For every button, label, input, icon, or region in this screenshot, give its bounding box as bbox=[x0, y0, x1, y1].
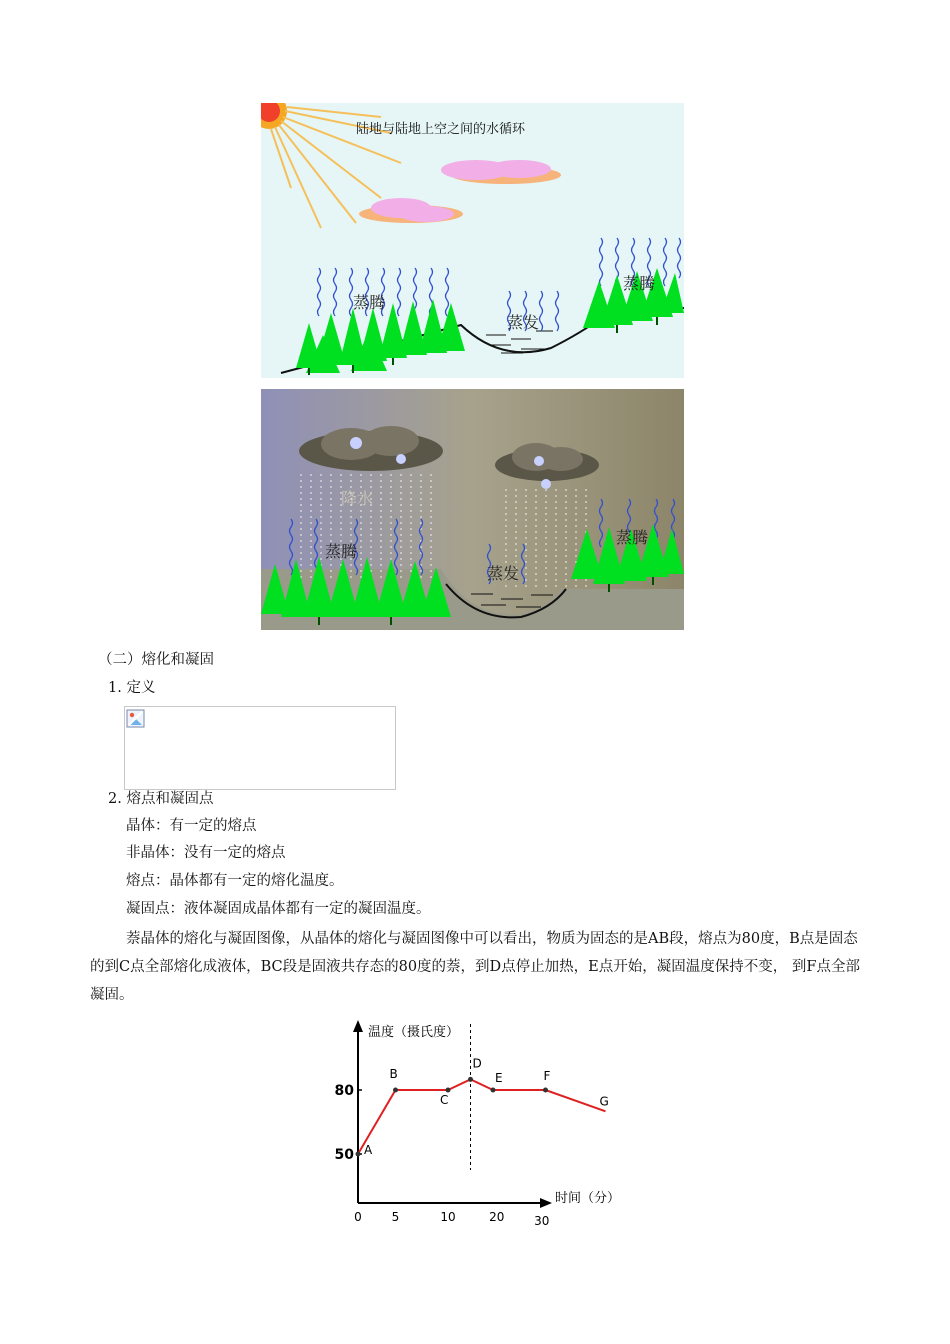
point-label: B bbox=[389, 1067, 398, 1082]
x-axis-label: 时间（分） bbox=[555, 1191, 621, 1206]
broken-image-placeholder bbox=[124, 706, 396, 790]
point-label: C bbox=[440, 1093, 449, 1108]
x-tick-label: 30 bbox=[534, 1214, 550, 1228]
line-melting-point: 熔点：晶体都有一定的熔化温度。 bbox=[126, 873, 344, 889]
point-marker bbox=[543, 1088, 548, 1093]
y-tick-label: 50 bbox=[334, 1147, 354, 1163]
point-label: F bbox=[543, 1069, 551, 1084]
point-marker bbox=[393, 1088, 398, 1093]
broken-image-icon bbox=[126, 709, 146, 729]
water-cycle-figure-2 bbox=[261, 389, 684, 630]
x-axis-arrow bbox=[540, 1198, 552, 1208]
item-definition: 1. 定义 bbox=[108, 680, 156, 696]
y-axis-arrow bbox=[353, 1020, 363, 1032]
x-tick-label: 0 bbox=[354, 1210, 362, 1224]
figure2-label-rain: 降水 bbox=[341, 489, 374, 508]
figure1-label-transpiration-right: 蒸腾 bbox=[623, 274, 656, 293]
y-tick-label: 80 bbox=[334, 1083, 354, 1100]
x-tick-label: 20 bbox=[489, 1210, 505, 1224]
figure1-label-transpiration-left: 蒸腾 bbox=[353, 293, 386, 312]
line-freezing-point: 凝固点：液体凝固成晶体都有一定的凝固温度。 bbox=[126, 901, 431, 917]
point-marker bbox=[356, 1152, 361, 1157]
y-axis-label: 温度（摄氏度） bbox=[368, 1025, 460, 1040]
line-crystal: 晶体：有一定的熔点 bbox=[126, 818, 257, 834]
figure1-title: 陆地与陆地上空之间的水循环 bbox=[356, 122, 526, 137]
figure2-label-evaporation: 蒸发 bbox=[487, 564, 520, 583]
item-melting-freezing-point: 2. 熔点和凝固点 bbox=[108, 791, 214, 807]
point-marker bbox=[468, 1077, 473, 1082]
point-marker bbox=[446, 1088, 451, 1093]
line-amorphous: 非晶体：没有一定的熔点 bbox=[126, 845, 286, 861]
water-cycle-figure-1 bbox=[261, 103, 684, 378]
point-label: A bbox=[364, 1143, 373, 1157]
figure2-label-transpiration-left: 蒸腾 bbox=[325, 542, 358, 561]
naphthalene-melting-chart bbox=[328, 1018, 628, 1233]
x-tick-label: 10 bbox=[440, 1210, 456, 1224]
paragraph-naphthalene: 萘晶体的熔化与凝固图像，从晶体的熔化与凝固图像中可以看出，物质为固态的是AB段，熔点为80度，B点是固态的到C点全部熔化成液体，BC段是固液共存态的80度的萘，到D点停止加热，E点开始，凝固温度保持不变， 到F点全部凝固。 bbox=[90, 931, 860, 1003]
section-heading: （二）熔化和凝固 bbox=[98, 652, 214, 668]
figure2-label-transpiration-right: 蒸腾 bbox=[616, 528, 649, 547]
point-label: D bbox=[472, 1056, 482, 1071]
x-tick-label: 5 bbox=[391, 1210, 400, 1224]
point-label: G bbox=[599, 1094, 609, 1109]
point-label: E bbox=[495, 1071, 503, 1086]
figure1-label-evaporation: 蒸发 bbox=[507, 313, 540, 332]
point-marker bbox=[491, 1088, 496, 1093]
